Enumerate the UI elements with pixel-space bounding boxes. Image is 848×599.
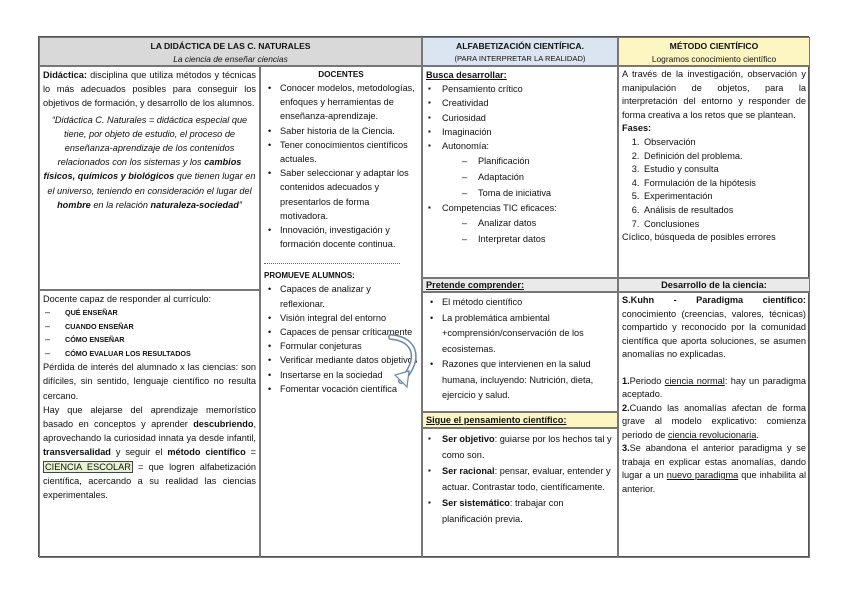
list-item: – CÓMO ENSEÑAR xyxy=(43,333,256,347)
pretende-comprender-cell xyxy=(422,292,618,412)
curriculo-list xyxy=(43,306,256,360)
list-item: ▪ Curiosidad xyxy=(426,111,614,125)
kuhn-paragraph: S.Kuhn - Paradigma científico: conocimiento (creencias, valores, técnicas) compartido y reconocido por la comunidad científica que aporta soluciones, se asumen anomalías no explicadas. xyxy=(622,295,806,359)
busca-desarrollar-cell xyxy=(422,66,618,278)
docentes-list xyxy=(264,81,418,251)
list-item: 4. Formulación de la hipótesis xyxy=(642,177,806,191)
list-item: – Toma de iniciativa xyxy=(426,185,614,201)
list-item: – QUÉ ENSEÑAR xyxy=(43,306,256,320)
docentes-divider xyxy=(264,251,400,264)
list-item: • Razones que intervienen en la salud humana, incluyendo: Nutrición, dieta, ejercicio y salud. xyxy=(426,357,614,404)
list-item: – Planificación xyxy=(426,153,614,169)
list-item: • Capaces de pensar críticamente xyxy=(264,325,418,339)
sigue-pensamiento-title: Sigue el pensamiento científico: xyxy=(426,415,567,425)
list-item: ▪ Pensamiento crítico xyxy=(426,82,614,96)
fases-title: Fases: xyxy=(622,123,652,134)
curriculo-paragraph-2: Hay que alejarse del aprendizaje memorístico basado en conceptos y aprender descubriendo, aprovechando la curiosidad innata ya desde infantil, transversalidad y seguir el método científico = CIENCIA ESCOLAR = que logren alfabetización científica, acercando a su realidad las ciencias experimentales. xyxy=(43,404,257,501)
didactica-definition-text: disciplina que utiliza métodos y técnicas lo más adecuados posibles para conseguir los objetivos de formación, y desarrollo de los alumnos. xyxy=(43,70,256,109)
list-item: 5. Experimentación xyxy=(642,190,806,204)
col3-header xyxy=(618,37,810,66)
col1-title: LA DIDÁCTICA DE LAS C. NATURALES xyxy=(150,41,311,51)
desarrollo-ciencia-title: Desarrollo de la ciencia: xyxy=(661,280,767,290)
col2-title: ALFABETIZACIÓN CIENTÍFICA. xyxy=(456,41,584,51)
pretende-comprender-title-cell xyxy=(422,278,618,292)
list-item: – Interpretar datos xyxy=(426,231,614,247)
metodo-cientifico-cell xyxy=(618,66,810,278)
list-item: – CUANDO ENSEÑAR xyxy=(43,320,256,334)
list-item: • Fomentar vocación científica xyxy=(264,382,418,396)
list-item: • El método científico xyxy=(426,295,614,311)
col2-subtitle: (PARA INTERPRETAR LA REALIDAD) xyxy=(454,54,586,63)
list-item: • Tener conocimientos científicos actuales. xyxy=(264,138,418,166)
list-item: • Innovación, investigación y formación docente continua. xyxy=(264,223,418,251)
list-item: 2. Definición del problema. xyxy=(642,150,806,164)
list-item: • La problemática ambiental +comprensión/conservación de los ecosistemas. xyxy=(426,311,614,358)
col3-subtitle: Logramos conocimiento científico xyxy=(651,54,777,64)
didactica-term: Didáctica: xyxy=(43,70,87,80)
promueve-title: PROMUEVE ALUMNOS: xyxy=(264,271,355,281)
pretende-comprender-list xyxy=(426,295,614,404)
list-item: • Capaces de analizar y reflexionar. xyxy=(264,282,418,310)
list-item: • Saber seleccionar y adaptar los contenidos adecuados y presentarlos de forma motivadora. xyxy=(264,166,418,223)
desarrollo-ciencia-cell xyxy=(618,292,810,558)
col2-header xyxy=(422,37,618,66)
list-item: – Adaptación xyxy=(426,169,614,185)
metodo-intro: A través de la investigación, observación y manipulación de objetos, para la interpretación del entorno y responder de forma creativa a los retos que se plantean. xyxy=(622,69,806,120)
docentes-cell xyxy=(260,66,422,558)
didactica-quote: “Didáctica C. Naturales = didáctica especial que tiene, por objeto de estudio, el proceso de enseñanza-aprendizaje de los contenidos relacionados con los sistemas y los cambios físicos, químicos y biológicos que tienen lugar en el universo, teniendo en consideración el lugar del hombre en la relación naturaleza-sociedad” xyxy=(43,114,256,210)
periodo-1: 1.Periodo ciencia normal: hay un paradigma aceptado. xyxy=(622,375,806,399)
desarrollo-ciencia-title-cell xyxy=(618,278,810,292)
list-item: • Insertarse en la sociedad xyxy=(264,368,418,382)
ciclico-note: Cíclico, búsqueda de posibles errores xyxy=(622,232,776,243)
summary-table xyxy=(38,36,809,557)
curriculo-intro: Docente capaz de responder al currículo: xyxy=(43,294,212,304)
curved-arrow-icon xyxy=(387,331,421,391)
sigue-pensamiento-title-cell xyxy=(422,412,618,428)
list-item: – CÓMO EVALUAR LOS RESULTADOS xyxy=(43,347,256,361)
pretende-comprender-title: Pretende comprender: xyxy=(426,280,525,290)
list-item: 3. Estudio y consulta xyxy=(642,163,806,177)
quote-bold-cambios: cambios físicos, químicos y biológicos xyxy=(43,157,242,182)
busca-desarrollar-title: Busca desarrollar: xyxy=(426,70,507,80)
quote-bold-naturaleza: naturaleza-sociedad xyxy=(150,199,239,210)
quote-bold-hombre: hombre xyxy=(57,199,91,210)
list-item: ▪ Ser racional: pensar, evaluar, entender y actuar. Contrastar todo, científicamente. xyxy=(426,463,614,495)
list-item: ▪ Ser objetivo: guiarse por los hechos tal y como son. xyxy=(426,431,614,463)
didactica-definition-cell xyxy=(39,66,260,290)
docentes-title: DOCENTES xyxy=(318,70,364,79)
col1-header xyxy=(39,37,422,66)
col3-title: MÉTODO CIENTÍFICO xyxy=(669,41,759,51)
list-item: 1. Observación xyxy=(642,136,806,150)
list-item: ▪ Creatividad xyxy=(426,96,614,110)
sigue-pensamiento-list xyxy=(426,431,614,527)
sigue-pensamiento-cell xyxy=(422,428,618,558)
list-item: ▪ Competencias TIC eficaces: xyxy=(426,201,614,215)
fases-list xyxy=(622,136,806,231)
didactica-definition xyxy=(43,68,256,111)
list-item: • Conocer modelos, metodologías, enfoques y herramientas de enseñanza-aprendizaje. xyxy=(264,81,418,124)
col1-subtitle: La ciencia de enseñar ciencias xyxy=(173,54,288,64)
list-item: 7. Conclusiones xyxy=(642,218,806,232)
list-item: ▪ Imaginación xyxy=(426,125,614,139)
busca-desarrollar-list xyxy=(426,82,614,247)
list-item: • Formular conjeturas xyxy=(264,339,418,353)
list-item: 6. Análisis de resultados xyxy=(642,204,806,218)
list-item: – Analizar datos xyxy=(426,215,614,231)
list-item: • Saber historia de la Ciencia. xyxy=(264,124,418,138)
list-item: ▪ Autonomía: xyxy=(426,139,614,153)
periodo-2: 2.Cuando las anomalías afectan de forma grave al modelo explicativo: comienza periodo de ciencia revolucionaria. xyxy=(622,402,806,440)
ciencia-escolar-box: CIENCIA ESCOLAR xyxy=(45,461,131,472)
list-item: ▪ Ser sistemático: trabajar con planificación previa. xyxy=(426,495,614,527)
periodo-3: 3.Se abandona el anterior paradigma y se trabaja en explicar estas anomalías, dando lugar a un nuevo paradigma que inhabilita al anterior. xyxy=(622,443,806,494)
curriculo-paragraph-1: Pérdida de interés del alumnado x las ciencias: son difíciles, sin sentido, lenguaje científico no resulta cercano. xyxy=(43,362,256,401)
list-item: • Verificar mediante datos objetivos xyxy=(264,353,418,367)
list-item: • Visión integral del entorno xyxy=(264,311,418,325)
curriculo-cell xyxy=(39,290,260,558)
